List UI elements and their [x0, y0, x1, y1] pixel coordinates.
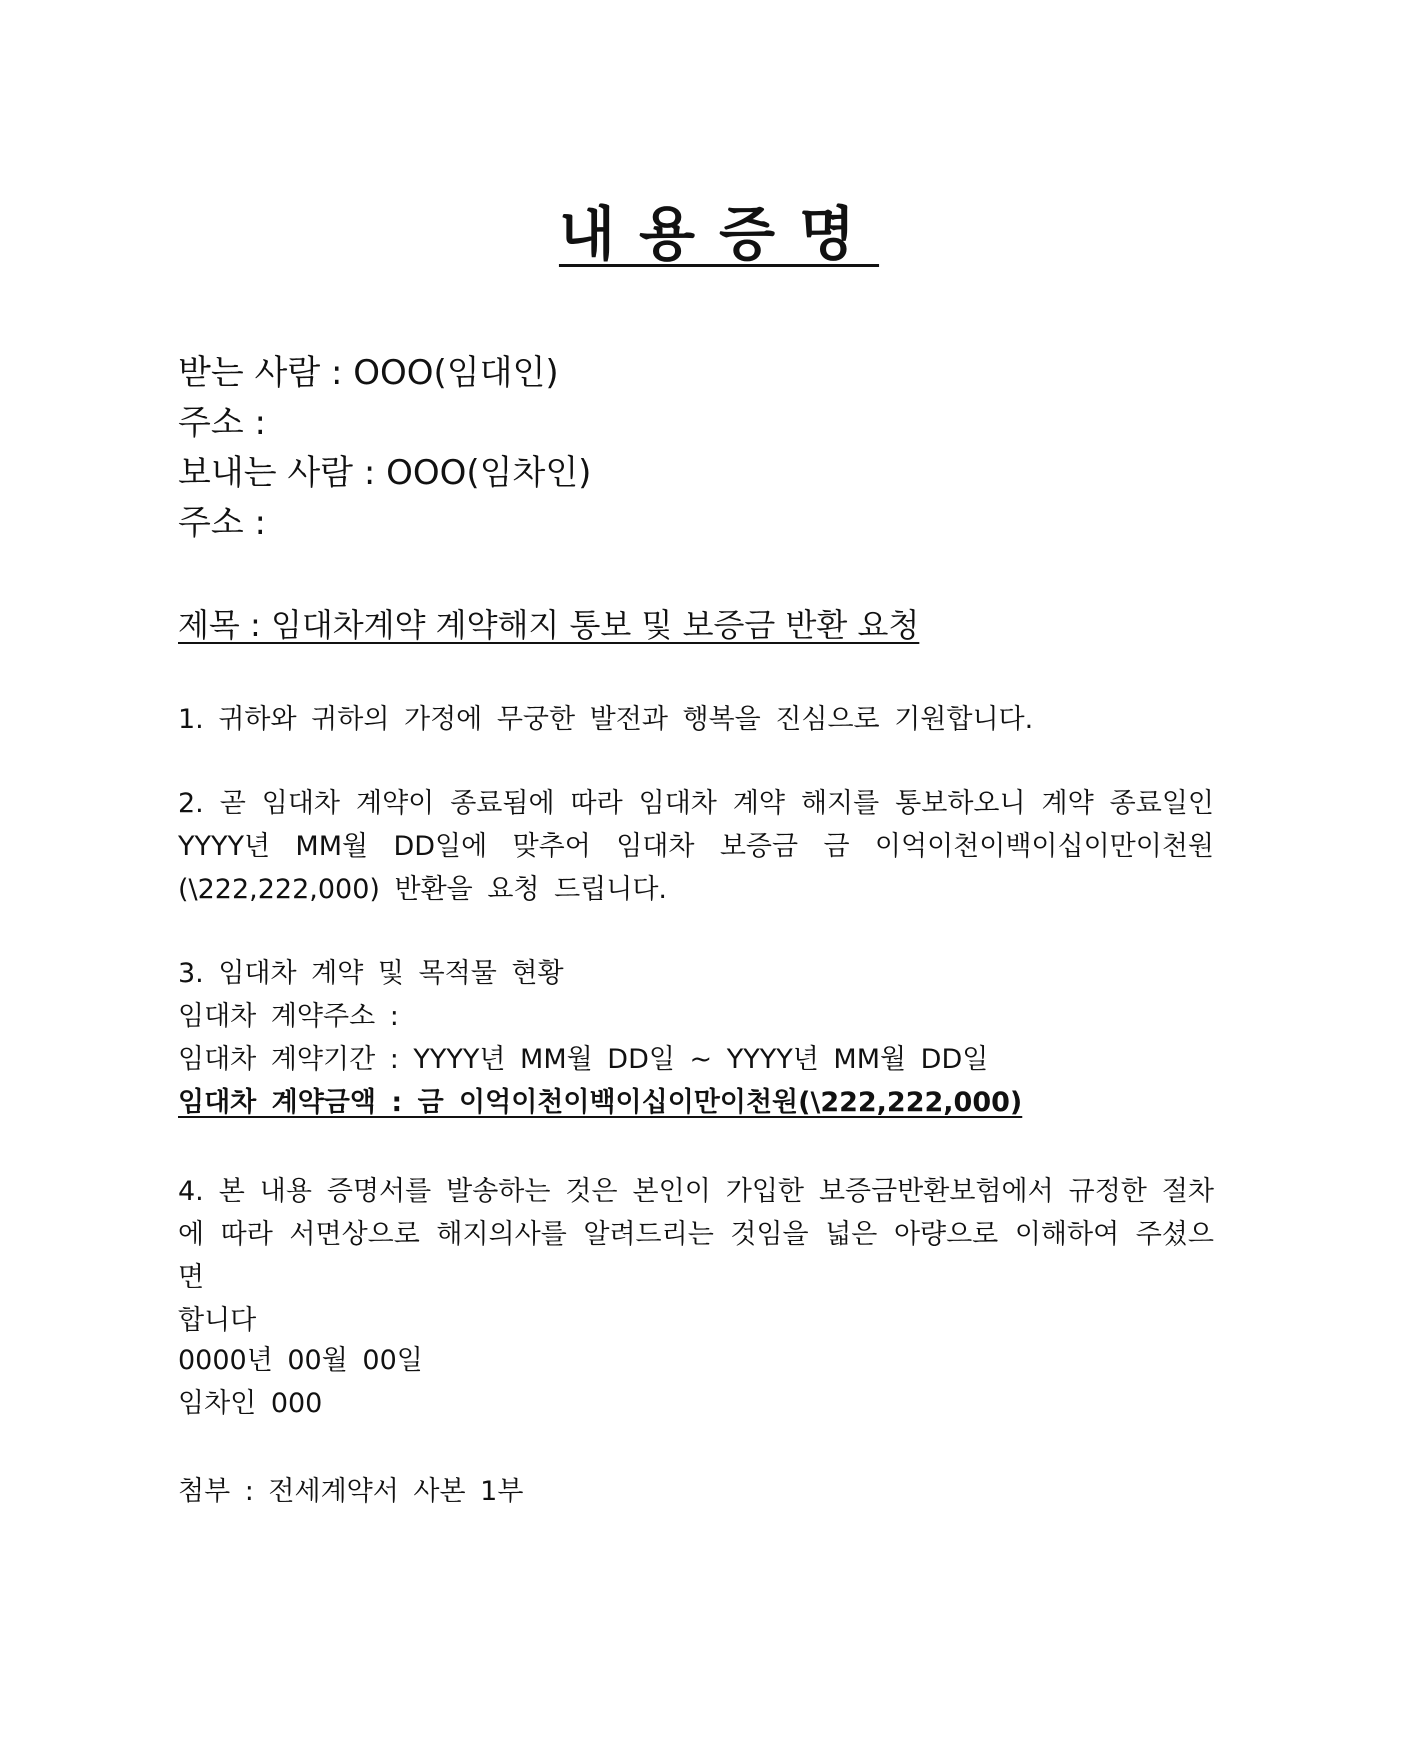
subject-line: 제목 : 임대차계약 계약해지 통보 및 보증금 반환 요청 [178, 606, 920, 644]
contract-address: 임대차 계약주소 : [178, 1001, 399, 1032]
signature-block [178, 1339, 1214, 1425]
contract-status-heading: 3. 임대차 계약 및 목적물 현황 [178, 958, 564, 989]
signer-name: 임차인 000 [178, 1388, 323, 1419]
paragraph-4: 4. 본 내용 증명서를 발송하는 것은 본인이 가입한 보증금반환보험에서 규정한 절차 에 따라 서면상으로 해지의사를 알려드리는 것임을 넓은 아량으로 이해하여 주셨으면 합니다 [178, 1176, 1214, 1336]
recipient-address-line: 주소 : [178, 403, 266, 443]
paragraph-1: 1. 귀하와 귀하의 가정에 무궁한 발전과 행복을 진심으로 기원합니다. [178, 704, 1034, 735]
sender-address-line: 주소 : [178, 503, 266, 543]
contract-period: 임대차 계약기간 : YYYY년 MM월 DD일 ~ YYYY년 MM월 DD일 [178, 1044, 989, 1075]
sender-line: 보내는 사람 : OOO(임차인) [178, 453, 592, 493]
contract-amount: 임대차 계약금액 : 금 이억이천이백이십이만이천원(\222,222,000) [178, 1087, 1023, 1118]
recipient-line: 받는 사람 : OOO(임대인) [178, 353, 559, 393]
attachment-note: 첨부 : 전세계약서 사본 1부 [178, 1476, 524, 1507]
document-title: 내용증명 [558, 200, 880, 268]
address-block [178, 348, 1238, 548]
paragraph-2: 2. 곧 임대차 계약이 종료됨에 따라 임대차 계약 해지를 통보하오니 계약 종료일인 YYYY년 MM월 DD일에 맞추어 임대차 보증금 금 이억이천이백이십이만이천원 (\222,222,000) 반환을 요청 드립니다. [178, 788, 1214, 905]
paragraph-3 [178, 952, 1214, 1124]
document-date: 0000년 00월 00일 [178, 1345, 423, 1376]
